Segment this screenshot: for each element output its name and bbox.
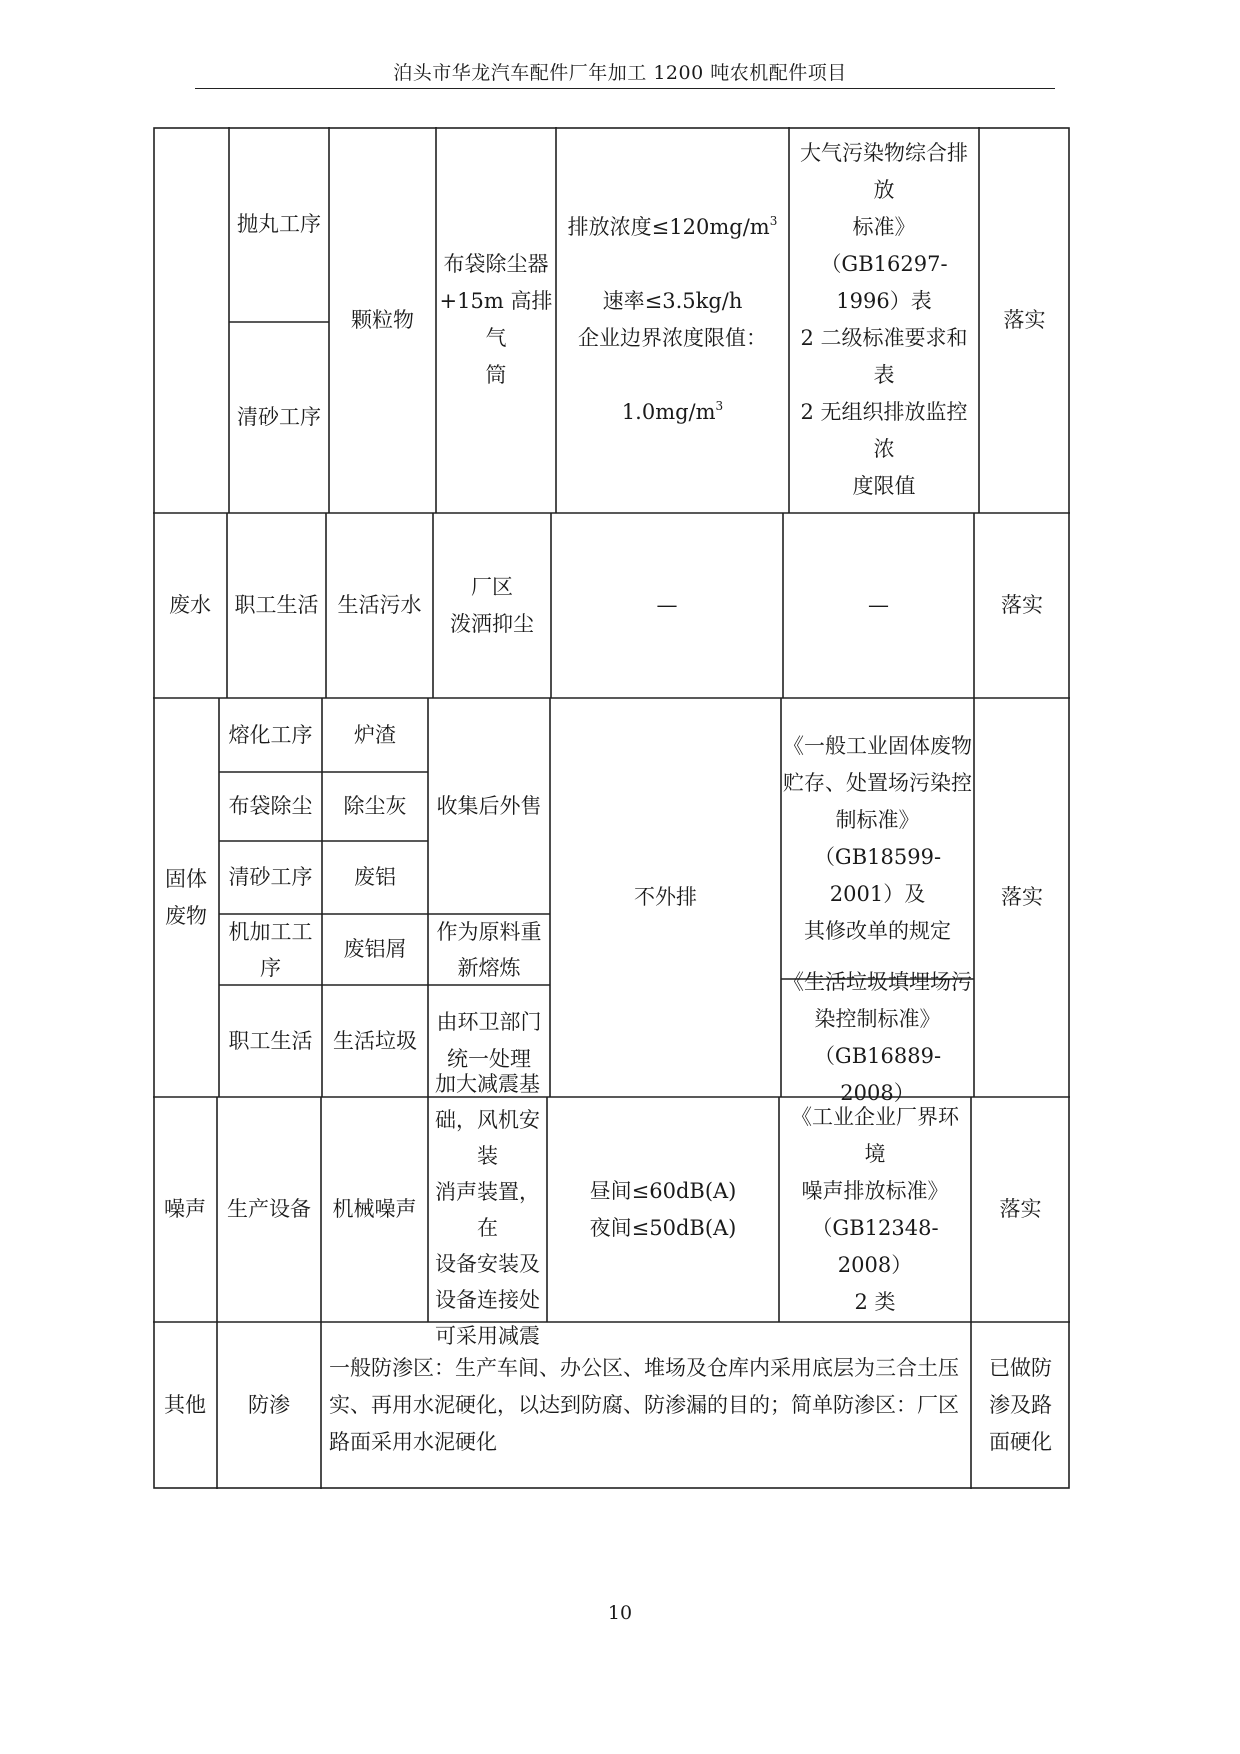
exhaust-pollutant: 颗粒物 [351,307,414,332]
solid-source-melting: 熔化工序 [228,722,313,747]
solid-source-staff: 职工生活 [228,1028,313,1053]
solid-status: 落实 [1001,885,1043,909]
solid-standard-industrial: 《一般工业固体废物 贮存、处置场污染控 制标准》 （GB18599-2001）及 其修改单的规定 [783,733,972,943]
other-description: 一般防渗区：生产车间、办公区、堆场及仓库内采用底层为三合土压实、再用水泥硬化，以达到防腐、防渗漏的目的；简单防渗区：厂区路面采用水泥硬化 [329,1356,959,1454]
solid-pollutant-aluminum: 废铝 [354,865,396,889]
solid-pollutant-slag: 炉渣 [354,722,396,747]
noise-pollutant: 机械噪声 [332,1197,417,1221]
page-number: 10 [607,1602,633,1624]
superscript: 3 [769,214,778,228]
noise-status: 落实 [999,1197,1042,1221]
exhaust-measure: 布袋除尘器 +15m 高排气 筒 [439,252,553,387]
other-category: 其他 [164,1393,206,1417]
noise-standard: 《工业企业厂界环境 噪声排放标准》 （GB12348-2008） 2 类 [791,1104,959,1314]
exhaust-limit [556,127,789,513]
measures-table [153,127,1070,1489]
solid-measure-sanitation: 由环卫部门 统一处理 [436,1010,542,1071]
noise-limit: 昼间≤60dB(A) 夜间≤50dB(A) [589,1178,737,1240]
wastewater-status: 落实 [1001,593,1043,617]
solid-source-sand-cleaning: 清砂工序 [228,865,313,889]
header-rule [195,88,1055,89]
solid-pollutant-garbage: 生活垃圾 [333,1028,417,1053]
wastewater-pollutant: 生活污水 [337,593,422,617]
wastewater-category: 废水 [169,593,211,617]
solid-source-baghouse: 布袋除尘 [228,794,313,818]
solid-measure-sale: 收集后外售 [436,793,542,818]
exhaust-standard: 大气污染物综合排放 标准》 （GB16297-1996）表 2 二级标准要求和表 2 无组织排放监控浓 度限值 [800,141,968,498]
exhaust-limit-concentration: 排放浓度≤120mg/m [567,215,770,239]
wastewater-measure: 厂区 泼洒抑尘 [450,574,534,636]
superscript: 3 [715,399,724,413]
solid-source-machining: 机加工工 序 [228,919,313,980]
document-header: 泊头市华龙汽车配件厂年加工 1200 吨农机配件项目 [393,62,847,84]
solid-waste-category: 固体 废物 [165,866,207,928]
wastewater-source: 职工生活 [234,593,319,617]
exhaust-limit-boundary: 1.0mg/m [621,400,716,424]
exhaust-process-shot-blasting: 抛丸工序 [237,212,321,236]
wastewater-limit: — [656,593,678,617]
exhaust-limit-rate: 速率≤3.5kg/h 企业边界浓度限值： [577,289,767,350]
solid-measure-remelt: 作为原料重 新熔炼 [436,919,542,980]
solid-limit: 不外排 [634,885,697,909]
exhaust-status: 落实 [1003,307,1046,332]
other-status: 已做防 渗及路 面硬化 [989,1356,1052,1454]
wastewater-standard: — [868,593,889,617]
noise-source: 生产设备 [227,1197,311,1221]
noise-measure: 加大减震基 础，风机安装 消声装置，在 设备安装及 设备连接处 可采用减震 [435,1071,540,1348]
exhaust-process-sand-cleaning: 清砂工序 [237,405,321,429]
solid-standard-landfill: 《生活垃圾填埋场污 染控制标准》 （GB16889-2008） [783,970,972,1105]
other-item: 防渗 [248,1393,290,1417]
solid-pollutant-dust: 除尘灰 [343,794,407,818]
noise-category: 噪声 [164,1197,206,1221]
solid-pollutant-chips: 废铝屑 [343,937,407,961]
